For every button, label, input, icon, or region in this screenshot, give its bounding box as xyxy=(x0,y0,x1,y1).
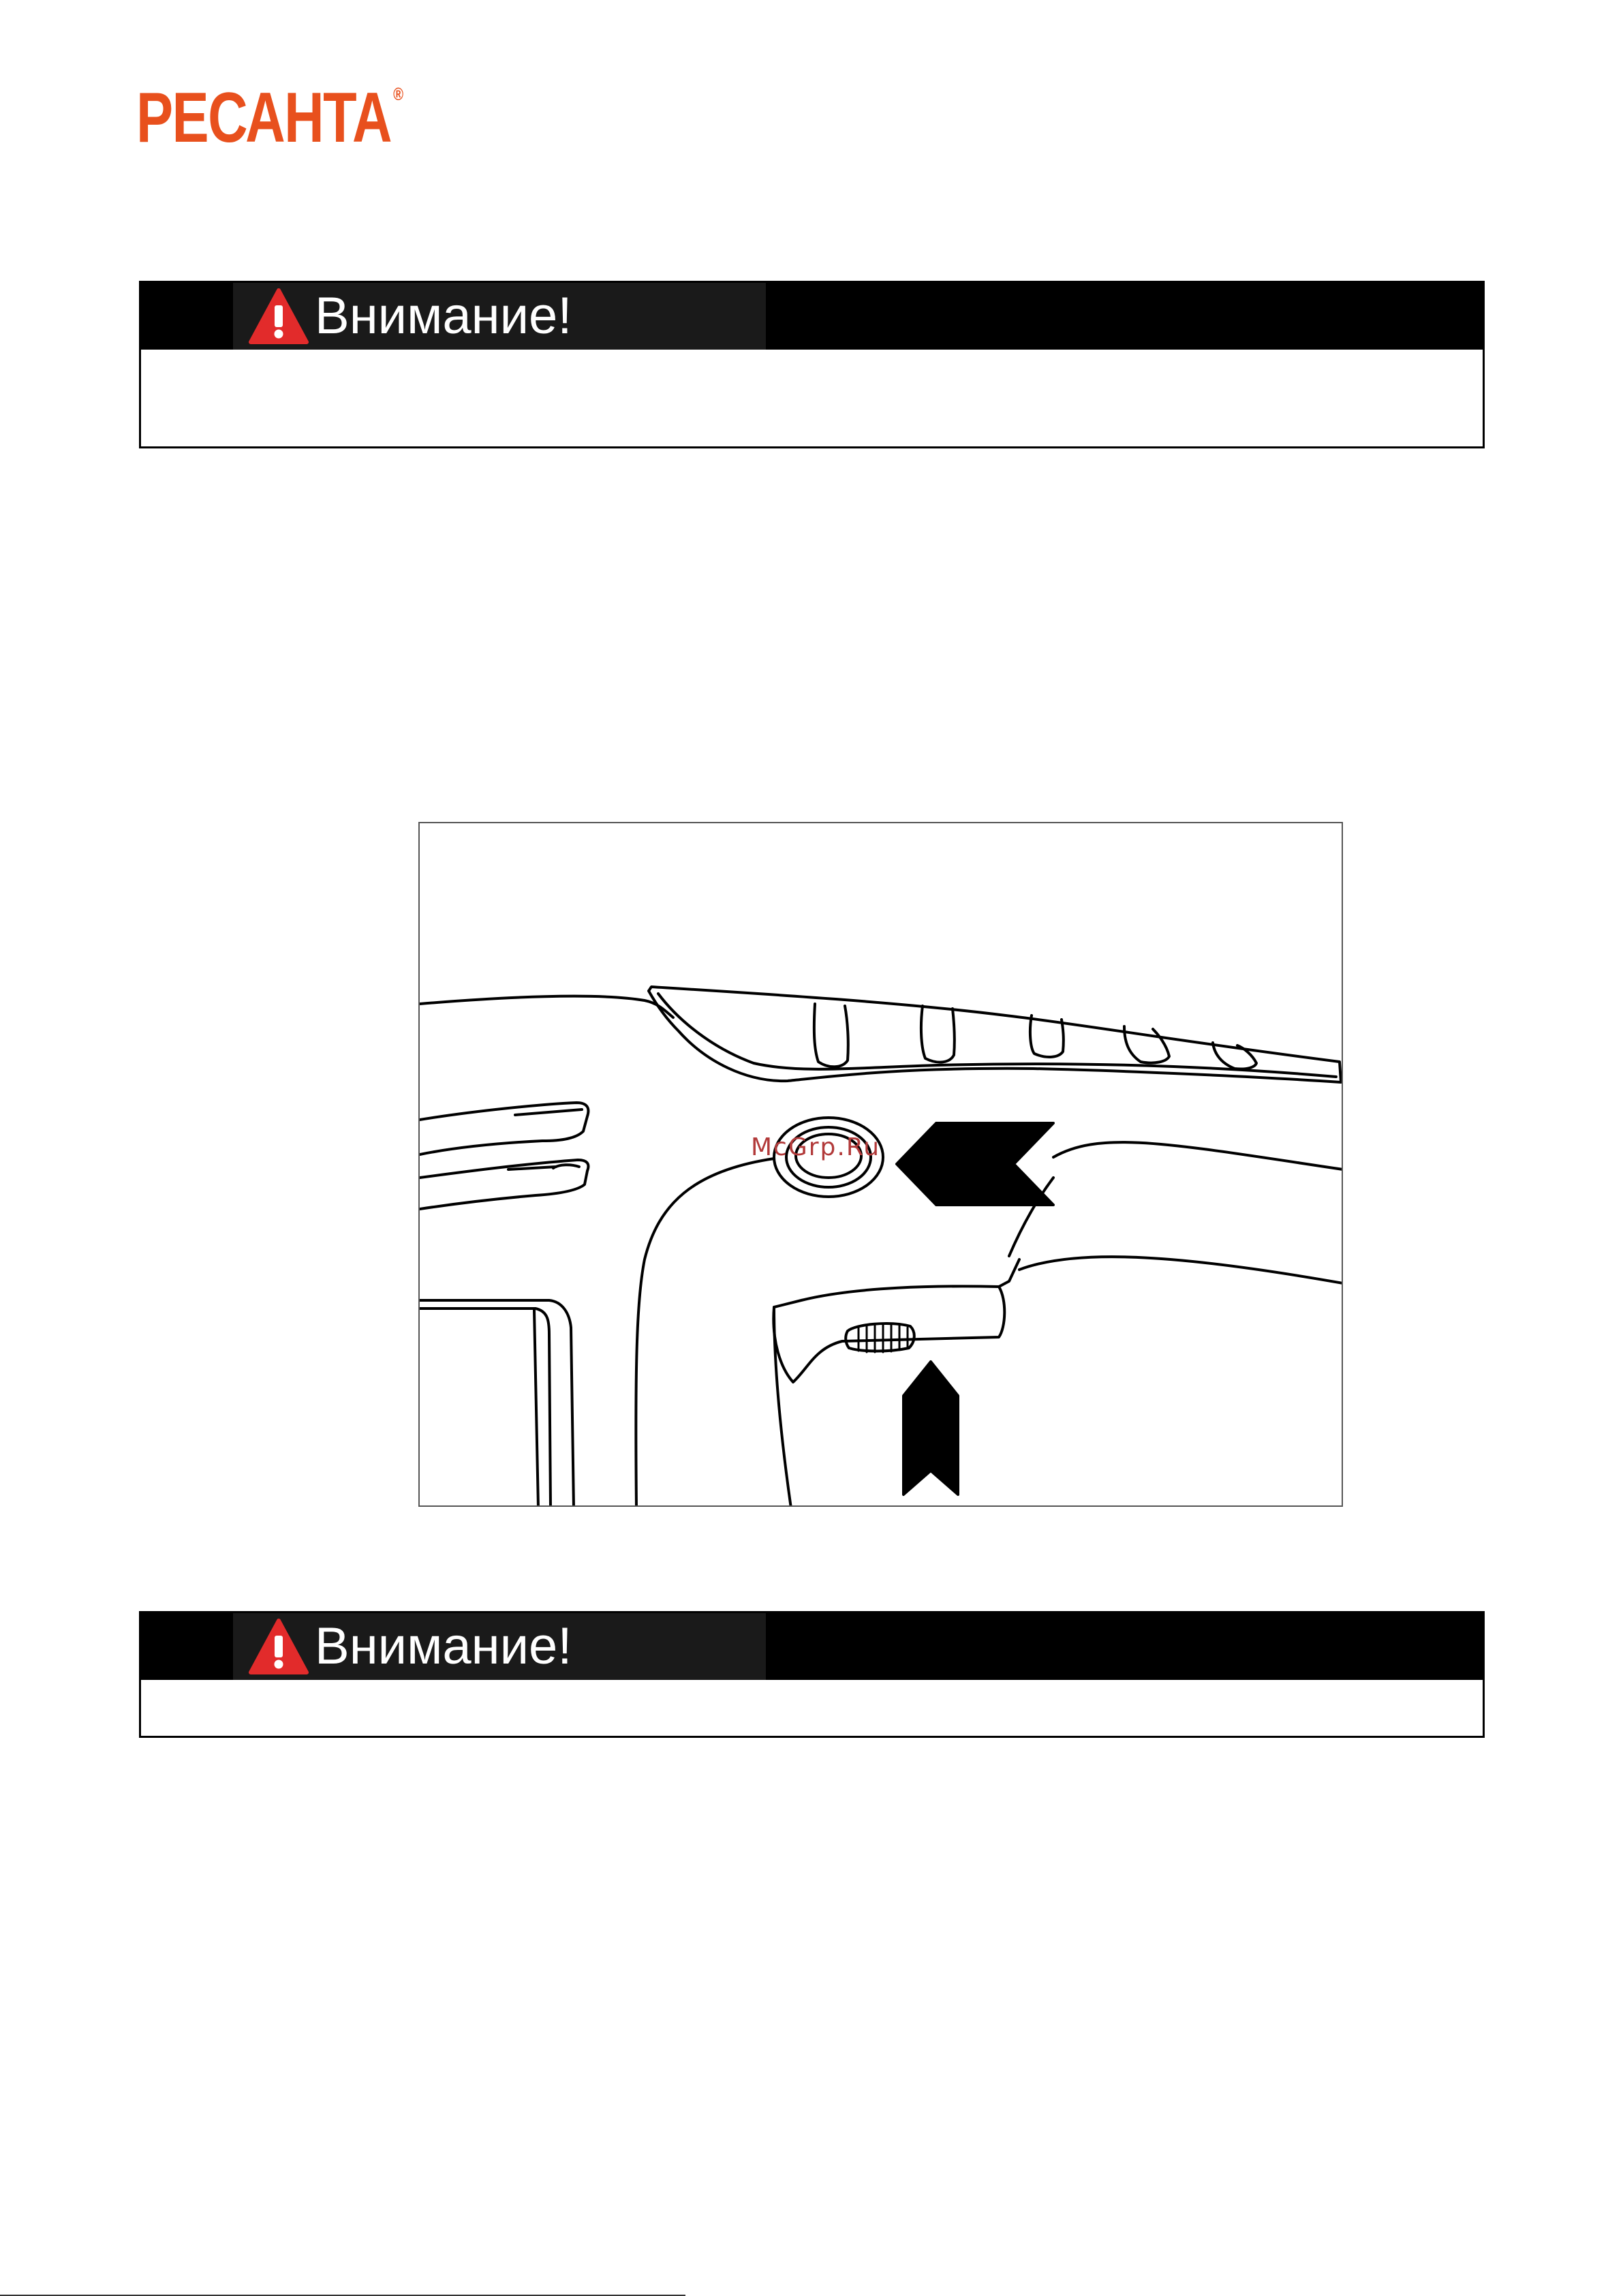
registered-mark: ® xyxy=(393,84,404,104)
arrow-up xyxy=(903,1362,958,1495)
base-panel-inner-2 xyxy=(534,1310,538,1507)
top-grip-ridge-inner xyxy=(658,994,1336,1077)
warning-title: Внимание! xyxy=(315,1617,572,1675)
speed-wheel-teeth xyxy=(859,1325,908,1352)
base-panel-inner xyxy=(420,1308,551,1507)
warning-triangle-icon xyxy=(248,1618,309,1675)
brand-logo xyxy=(136,80,403,155)
handle-outline xyxy=(636,1159,774,1507)
trigger xyxy=(773,1286,1004,1382)
warning-header xyxy=(233,1613,766,1680)
grip-front xyxy=(774,1307,791,1507)
side-vent-1-inner xyxy=(515,1109,582,1115)
warning-triangle-icon xyxy=(248,288,309,345)
trigger-side xyxy=(999,1259,1019,1287)
speed-wheel xyxy=(846,1323,914,1351)
warning-box-1 xyxy=(139,281,1485,448)
rear-housing xyxy=(1053,1142,1343,1169)
watermark: McGrp.Ru xyxy=(751,1133,881,1161)
housing-top-edge xyxy=(420,996,673,1017)
grip-rib-2 xyxy=(921,1006,955,1062)
drill-illustration xyxy=(418,822,1343,1507)
warning-box-2 xyxy=(139,1611,1485,1738)
grip-rib-1 xyxy=(814,1004,848,1067)
warning-header xyxy=(233,283,766,350)
side-vent-2 xyxy=(420,1160,588,1209)
warning-title: Внимание! xyxy=(315,287,572,345)
brand-logo-text: РЕСАНТА xyxy=(136,78,392,157)
arrow-left xyxy=(897,1123,1053,1205)
rear-housing-lower xyxy=(1009,1178,1343,1283)
